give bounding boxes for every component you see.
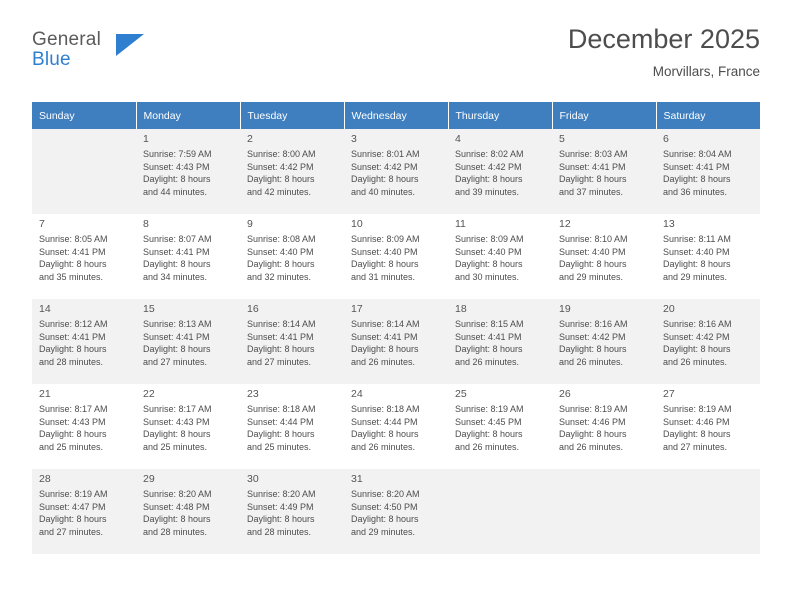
day-daylight2: and 26 minutes. bbox=[663, 356, 728, 367]
day-info bbox=[663, 318, 754, 368]
day-sunrise: Sunrise: 8:08 AM bbox=[247, 234, 316, 244]
calendar-day-cell[interactable] bbox=[656, 214, 760, 299]
day-number: 16 bbox=[247, 303, 259, 315]
day-daylight2: and 35 minutes. bbox=[39, 271, 104, 282]
day-daylight1: Daylight: 8 hours bbox=[39, 514, 107, 525]
day-info bbox=[247, 318, 338, 368]
day-sunrise: Sunrise: 8:10 AM bbox=[559, 234, 628, 244]
day-daylight2: and 25 minutes. bbox=[247, 441, 312, 452]
day-number: 29 bbox=[143, 473, 155, 485]
day-sunrise: Sunrise: 7:59 AM bbox=[143, 149, 212, 159]
day-daylight1: Daylight: 8 hours bbox=[247, 259, 315, 270]
day-daylight1: Daylight: 8 hours bbox=[559, 259, 627, 270]
weekday-header-thursday: Thursday bbox=[448, 102, 552, 129]
calendar-day-cell[interactable] bbox=[344, 384, 448, 469]
day-number: 2 bbox=[247, 133, 253, 145]
day-daylight2: and 34 minutes. bbox=[143, 271, 208, 282]
weekday-header-tuesday: Tuesday bbox=[240, 102, 344, 129]
calendar-day-cell[interactable] bbox=[240, 214, 344, 299]
day-daylight2: and 27 minutes. bbox=[247, 356, 312, 367]
day-number: 21 bbox=[39, 388, 51, 400]
day-sunrise: Sunrise: 8:20 AM bbox=[247, 489, 316, 499]
day-number: 11 bbox=[455, 218, 466, 230]
day-sunrise: Sunrise: 8:17 AM bbox=[143, 404, 212, 414]
day-sunrise: Sunrise: 8:01 AM bbox=[351, 149, 420, 159]
day-sunset: Sunset: 4:42 PM bbox=[559, 331, 626, 342]
day-number: 27 bbox=[663, 388, 675, 400]
day-daylight1: Daylight: 8 hours bbox=[143, 259, 211, 270]
day-info bbox=[39, 403, 130, 453]
day-daylight2: and 26 minutes. bbox=[559, 441, 624, 452]
day-sunrise: Sunrise: 8:12 AM bbox=[39, 319, 108, 329]
calendar-day-cell[interactable] bbox=[552, 129, 656, 214]
day-sunset: Sunset: 4:42 PM bbox=[455, 161, 522, 172]
day-daylight1: Daylight: 8 hours bbox=[455, 174, 523, 185]
day-sunset: Sunset: 4:40 PM bbox=[559, 246, 626, 257]
weekday-header-monday: Monday bbox=[136, 102, 240, 129]
calendar-day-cell[interactable] bbox=[552, 214, 656, 299]
day-daylight2: and 37 minutes. bbox=[559, 186, 624, 197]
calendar-empty-cell bbox=[32, 129, 136, 214]
day-sunset: Sunset: 4:45 PM bbox=[455, 416, 522, 427]
day-daylight1: Daylight: 8 hours bbox=[455, 259, 523, 270]
day-sunset: Sunset: 4:43 PM bbox=[39, 416, 106, 427]
day-info bbox=[455, 403, 546, 453]
calendar-day-cell[interactable] bbox=[344, 214, 448, 299]
day-daylight1: Daylight: 8 hours bbox=[351, 259, 419, 270]
day-number: 9 bbox=[247, 218, 253, 230]
day-sunrise: Sunrise: 8:16 AM bbox=[559, 319, 628, 329]
day-daylight2: and 25 minutes. bbox=[39, 441, 104, 452]
day-daylight2: and 27 minutes. bbox=[39, 526, 104, 537]
day-daylight1: Daylight: 8 hours bbox=[351, 344, 419, 355]
day-sunset: Sunset: 4:41 PM bbox=[143, 331, 210, 342]
day-number: 25 bbox=[455, 388, 467, 400]
day-number: 18 bbox=[455, 303, 467, 315]
weekday-header-wednesday: Wednesday bbox=[344, 102, 448, 129]
day-sunrise: Sunrise: 8:14 AM bbox=[351, 319, 420, 329]
day-daylight2: and 27 minutes. bbox=[143, 356, 208, 367]
day-sunrise: Sunrise: 8:07 AM bbox=[143, 234, 212, 244]
day-info bbox=[39, 318, 130, 368]
day-daylight1: Daylight: 8 hours bbox=[663, 429, 731, 440]
calendar-day-cell[interactable] bbox=[344, 129, 448, 214]
calendar-day-cell[interactable] bbox=[448, 384, 552, 469]
day-sunset: Sunset: 4:42 PM bbox=[351, 161, 418, 172]
day-number: 20 bbox=[663, 303, 675, 315]
logo-line-general: General bbox=[32, 29, 101, 50]
calendar-week-row bbox=[32, 299, 760, 384]
day-number: 24 bbox=[351, 388, 363, 400]
day-sunrise: Sunrise: 8:16 AM bbox=[663, 319, 732, 329]
day-info bbox=[247, 233, 338, 283]
day-daylight1: Daylight: 8 hours bbox=[663, 344, 731, 355]
day-sunrise: Sunrise: 8:13 AM bbox=[143, 319, 212, 329]
day-daylight1: Daylight: 8 hours bbox=[559, 344, 627, 355]
calendar-day-cell[interactable] bbox=[656, 384, 760, 469]
day-daylight2: and 36 minutes. bbox=[663, 186, 728, 197]
day-sunrise: Sunrise: 8:19 AM bbox=[663, 404, 732, 414]
day-daylight1: Daylight: 8 hours bbox=[663, 259, 731, 270]
calendar-day-cell[interactable] bbox=[240, 469, 344, 554]
day-daylight1: Daylight: 8 hours bbox=[247, 429, 315, 440]
day-sunset: Sunset: 4:41 PM bbox=[247, 331, 314, 342]
day-info bbox=[663, 148, 754, 198]
day-sunrise: Sunrise: 8:03 AM bbox=[559, 149, 628, 159]
day-daylight2: and 39 minutes. bbox=[455, 186, 520, 197]
day-daylight2: and 44 minutes. bbox=[143, 186, 208, 197]
day-number: 8 bbox=[143, 218, 149, 230]
day-number: 15 bbox=[143, 303, 155, 315]
calendar-week-row bbox=[32, 129, 760, 214]
day-sunset: Sunset: 4:49 PM bbox=[247, 501, 314, 512]
day-info bbox=[351, 318, 442, 368]
calendar-day-cell[interactable] bbox=[656, 129, 760, 214]
day-number: 7 bbox=[39, 218, 45, 230]
day-daylight1: Daylight: 8 hours bbox=[143, 344, 211, 355]
day-daylight1: Daylight: 8 hours bbox=[455, 344, 523, 355]
day-daylight1: Daylight: 8 hours bbox=[559, 174, 627, 185]
day-daylight2: and 42 minutes. bbox=[247, 186, 312, 197]
calendar-day-cell[interactable] bbox=[448, 299, 552, 384]
calendar-day-cell[interactable] bbox=[136, 469, 240, 554]
day-info bbox=[559, 148, 650, 198]
day-sunset: Sunset: 4:42 PM bbox=[247, 161, 314, 172]
logo-line-blue: Blue bbox=[32, 49, 71, 70]
calendar-day-cell[interactable] bbox=[656, 299, 760, 384]
page-subtitle: Morvillars, France bbox=[652, 64, 760, 79]
day-daylight2: and 26 minutes. bbox=[455, 441, 520, 452]
day-daylight2: and 32 minutes. bbox=[247, 271, 312, 282]
day-info bbox=[143, 233, 234, 283]
day-sunrise: Sunrise: 8:02 AM bbox=[455, 149, 524, 159]
day-info bbox=[455, 148, 546, 198]
day-number: 5 bbox=[559, 133, 565, 145]
day-sunset: Sunset: 4:44 PM bbox=[351, 416, 418, 427]
day-daylight1: Daylight: 8 hours bbox=[39, 429, 107, 440]
day-daylight2: and 27 minutes. bbox=[663, 441, 728, 452]
day-info bbox=[455, 318, 546, 368]
calendar-day-cell[interactable] bbox=[552, 384, 656, 469]
day-daylight1: Daylight: 8 hours bbox=[351, 514, 419, 525]
day-sunrise: Sunrise: 8:19 AM bbox=[39, 489, 108, 499]
day-info bbox=[39, 488, 130, 538]
page-header bbox=[32, 22, 760, 90]
day-info bbox=[455, 233, 546, 283]
day-sunrise: Sunrise: 8:18 AM bbox=[351, 404, 420, 414]
calendar-day-cell[interactable] bbox=[136, 129, 240, 214]
calendar-day-cell[interactable] bbox=[32, 214, 136, 299]
day-daylight1: Daylight: 8 hours bbox=[559, 429, 627, 440]
day-info bbox=[39, 233, 130, 283]
day-daylight1: Daylight: 8 hours bbox=[39, 259, 107, 270]
day-number: 31 bbox=[351, 473, 363, 485]
day-info bbox=[247, 403, 338, 453]
day-number: 19 bbox=[559, 303, 571, 315]
day-daylight1: Daylight: 8 hours bbox=[143, 174, 211, 185]
day-info bbox=[247, 148, 338, 198]
day-daylight2: and 30 minutes. bbox=[455, 271, 520, 282]
day-number: 12 bbox=[559, 218, 571, 230]
day-sunrise: Sunrise: 8:11 AM bbox=[663, 234, 731, 244]
day-sunset: Sunset: 4:50 PM bbox=[351, 501, 418, 512]
day-daylight2: and 28 minutes. bbox=[39, 356, 104, 367]
day-sunset: Sunset: 4:41 PM bbox=[39, 246, 106, 257]
calendar-header-row bbox=[32, 102, 760, 129]
day-sunset: Sunset: 4:42 PM bbox=[663, 331, 730, 342]
calendar-table bbox=[32, 102, 760, 554]
calendar-body bbox=[32, 129, 760, 554]
day-info bbox=[351, 148, 442, 198]
day-sunset: Sunset: 4:40 PM bbox=[455, 246, 522, 257]
day-number: 4 bbox=[455, 133, 461, 145]
calendar-day-cell[interactable] bbox=[240, 384, 344, 469]
logo bbox=[32, 22, 172, 70]
day-daylight1: Daylight: 8 hours bbox=[455, 429, 523, 440]
day-number: 6 bbox=[663, 133, 669, 145]
day-sunrise: Sunrise: 8:20 AM bbox=[143, 489, 212, 499]
day-sunset: Sunset: 4:41 PM bbox=[351, 331, 418, 342]
day-number: 10 bbox=[351, 218, 363, 230]
logo-flag-icon bbox=[116, 34, 144, 56]
day-daylight2: and 26 minutes. bbox=[351, 356, 416, 367]
day-info bbox=[351, 233, 442, 283]
day-daylight2: and 26 minutes. bbox=[351, 441, 416, 452]
day-sunset: Sunset: 4:41 PM bbox=[455, 331, 522, 342]
day-number: 3 bbox=[351, 133, 357, 145]
calendar-empty-cell bbox=[448, 469, 552, 554]
day-sunrise: Sunrise: 8:09 AM bbox=[351, 234, 420, 244]
day-info bbox=[143, 318, 234, 368]
day-daylight2: and 28 minutes. bbox=[143, 526, 208, 537]
day-sunrise: Sunrise: 8:18 AM bbox=[247, 404, 316, 414]
calendar-day-cell[interactable] bbox=[344, 469, 448, 554]
calendar-day-cell[interactable] bbox=[136, 299, 240, 384]
day-number: 14 bbox=[39, 303, 51, 315]
day-info bbox=[663, 403, 754, 453]
day-info bbox=[559, 318, 650, 368]
day-sunrise: Sunrise: 8:00 AM bbox=[247, 149, 316, 159]
day-number: 26 bbox=[559, 388, 571, 400]
calendar-day-cell[interactable] bbox=[136, 384, 240, 469]
day-daylight2: and 29 minutes. bbox=[663, 271, 728, 282]
day-daylight1: Daylight: 8 hours bbox=[143, 429, 211, 440]
day-info bbox=[559, 233, 650, 283]
day-sunrise: Sunrise: 8:15 AM bbox=[455, 319, 524, 329]
page-title: December 2025 bbox=[567, 24, 760, 54]
weekday-header-saturday: Saturday bbox=[656, 102, 760, 129]
day-sunrise: Sunrise: 8:05 AM bbox=[39, 234, 108, 244]
day-daylight2: and 29 minutes. bbox=[559, 271, 624, 282]
calendar-week-row bbox=[32, 384, 760, 469]
day-number: 1 bbox=[143, 133, 149, 145]
day-sunrise: Sunrise: 8:17 AM bbox=[39, 404, 108, 414]
day-number: 28 bbox=[39, 473, 51, 485]
day-sunset: Sunset: 4:46 PM bbox=[559, 416, 626, 427]
day-sunrise: Sunrise: 8:19 AM bbox=[559, 404, 628, 414]
calendar-day-cell[interactable] bbox=[32, 384, 136, 469]
weekday-header-friday: Friday bbox=[552, 102, 656, 129]
day-daylight2: and 28 minutes. bbox=[247, 526, 312, 537]
day-daylight2: and 40 minutes. bbox=[351, 186, 416, 197]
calendar-week-row bbox=[32, 214, 760, 299]
day-info bbox=[143, 488, 234, 538]
day-sunset: Sunset: 4:43 PM bbox=[143, 416, 210, 427]
day-daylight2: and 31 minutes. bbox=[351, 271, 416, 282]
day-daylight1: Daylight: 8 hours bbox=[247, 344, 315, 355]
calendar-week-row bbox=[32, 469, 760, 554]
day-daylight1: Daylight: 8 hours bbox=[663, 174, 731, 185]
day-sunrise: Sunrise: 8:04 AM bbox=[663, 149, 732, 159]
day-sunset: Sunset: 4:41 PM bbox=[39, 331, 106, 342]
day-sunrise: Sunrise: 8:09 AM bbox=[455, 234, 524, 244]
calendar-empty-cell bbox=[656, 469, 760, 554]
day-number: 22 bbox=[143, 388, 155, 400]
day-daylight2: and 25 minutes. bbox=[143, 441, 208, 452]
day-daylight2: and 26 minutes. bbox=[455, 356, 520, 367]
calendar-day-cell[interactable] bbox=[448, 214, 552, 299]
day-daylight1: Daylight: 8 hours bbox=[247, 514, 315, 525]
day-daylight1: Daylight: 8 hours bbox=[143, 514, 211, 525]
day-info bbox=[351, 488, 442, 538]
day-number: 13 bbox=[663, 218, 675, 230]
day-sunset: Sunset: 4:41 PM bbox=[663, 161, 730, 172]
calendar-day-cell[interactable] bbox=[32, 299, 136, 384]
day-daylight1: Daylight: 8 hours bbox=[351, 429, 419, 440]
calendar-day-cell[interactable] bbox=[240, 299, 344, 384]
day-sunrise: Sunrise: 8:19 AM bbox=[455, 404, 524, 414]
day-number: 30 bbox=[247, 473, 259, 485]
day-daylight2: and 29 minutes. bbox=[351, 526, 416, 537]
day-info bbox=[351, 403, 442, 453]
calendar-empty-cell bbox=[552, 469, 656, 554]
calendar-day-cell[interactable] bbox=[344, 299, 448, 384]
day-info bbox=[663, 233, 754, 283]
day-sunset: Sunset: 4:44 PM bbox=[247, 416, 314, 427]
day-number: 17 bbox=[351, 303, 363, 315]
calendar-day-cell[interactable] bbox=[136, 214, 240, 299]
day-sunrise: Sunrise: 8:20 AM bbox=[351, 489, 420, 499]
day-info bbox=[143, 148, 234, 198]
day-sunset: Sunset: 4:40 PM bbox=[351, 246, 418, 257]
day-sunset: Sunset: 4:41 PM bbox=[143, 246, 210, 257]
day-sunset: Sunset: 4:46 PM bbox=[663, 416, 730, 427]
day-daylight2: and 26 minutes. bbox=[559, 356, 624, 367]
day-info bbox=[143, 403, 234, 453]
day-info bbox=[247, 488, 338, 538]
day-sunset: Sunset: 4:43 PM bbox=[143, 161, 210, 172]
title-block bbox=[568, 22, 760, 82]
day-daylight1: Daylight: 8 hours bbox=[247, 174, 315, 185]
day-sunrise: Sunrise: 8:14 AM bbox=[247, 319, 316, 329]
day-sunset: Sunset: 4:40 PM bbox=[247, 246, 314, 257]
calendar-day-cell[interactable] bbox=[552, 299, 656, 384]
day-sunset: Sunset: 4:48 PM bbox=[143, 501, 210, 512]
day-sunset: Sunset: 4:47 PM bbox=[39, 501, 106, 512]
day-daylight1: Daylight: 8 hours bbox=[39, 344, 107, 355]
calendar-day-cell[interactable] bbox=[240, 129, 344, 214]
day-info bbox=[559, 403, 650, 453]
day-sunset: Sunset: 4:40 PM bbox=[663, 246, 730, 257]
calendar-day-cell[interactable] bbox=[448, 129, 552, 214]
weekday-header-sunday: Sunday bbox=[32, 102, 136, 129]
calendar-day-cell[interactable] bbox=[32, 469, 136, 554]
day-number: 23 bbox=[247, 388, 259, 400]
day-daylight1: Daylight: 8 hours bbox=[351, 174, 419, 185]
day-sunset: Sunset: 4:41 PM bbox=[559, 161, 626, 172]
